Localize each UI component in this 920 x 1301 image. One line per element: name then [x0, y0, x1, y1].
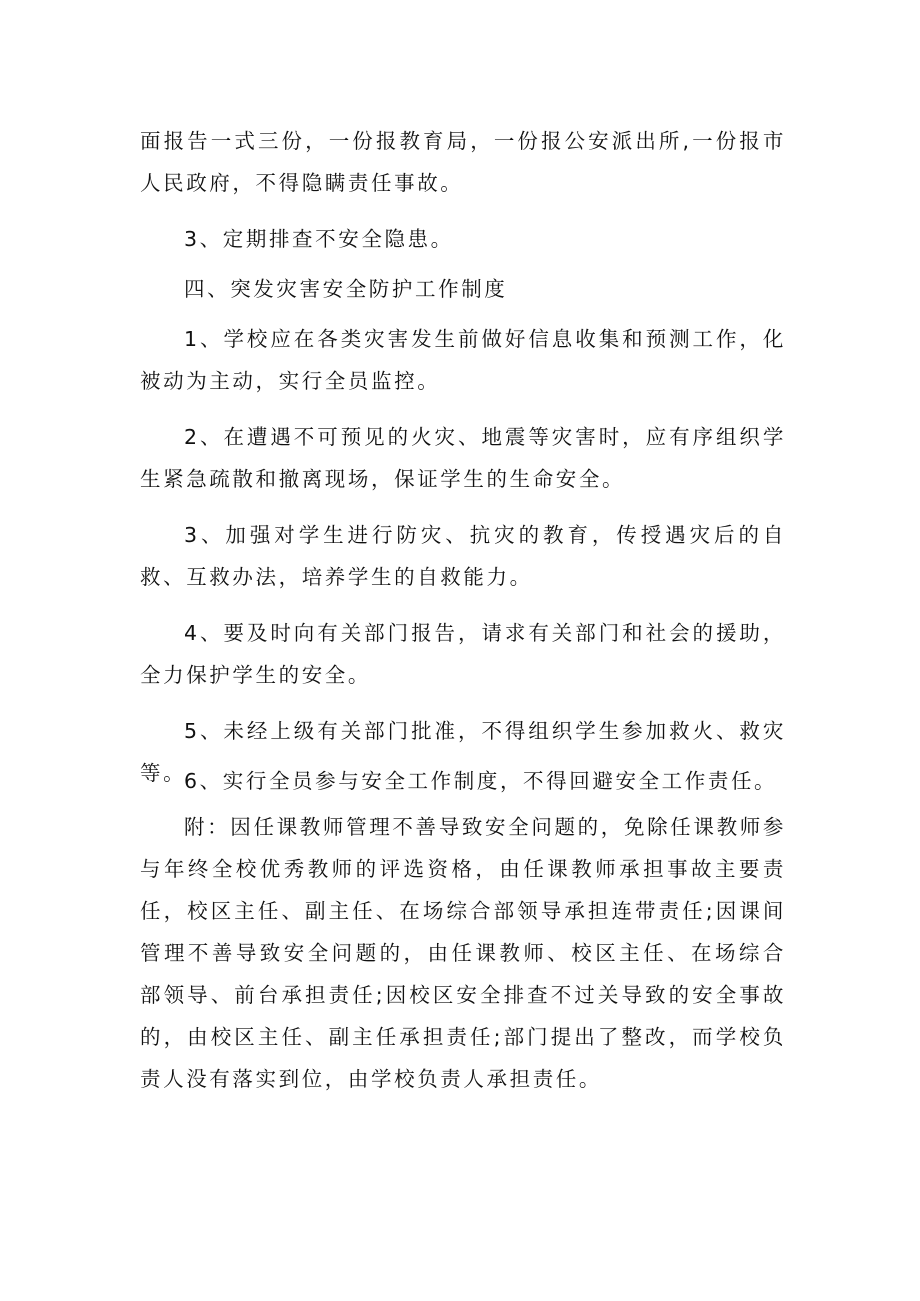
- paragraph-item-3-inspection: 3、定期排查不安全隐患。: [184, 227, 454, 251]
- paragraph-report-continuation: 面报告一式三份，一份报教育局，一份报公安派出所,一份报市人民政府，不得隐瞒责任事故。: [140, 129, 786, 195]
- paragraph-item-2: 2、在遭遇不可预见的火灾、地震等灾害时，应有序组织学生紧急疏散和撤离现场，保证学生的生命安全。: [140, 425, 786, 491]
- paragraph-item-6: 6、实行全员参与安全工作制度，不得回避安全工作责任。: [184, 769, 778, 793]
- section-heading-disaster-protection: 四、突发灾害安全防护工作制度: [184, 277, 508, 301]
- paragraph-item-4: 4、要及时向有关部门报告，请求有关部门和社会的援助，全力保护学生的安全。: [140, 621, 786, 687]
- paragraph-appendix: 附：因任课教师管理不善导致安全问题的，免除任课教师参与年终全校优秀教师的评选资格，由任课教师承担事故主要责任，校区主任、副主任、在场综合部领导承担连带责任;因课间管理不善导致安全问题的，由任课教师、校区主任、在场综合部领导、前台承担责任;因校区安全排查不过关导致的安全事故的，由校区主任、副主任承担责任;部门提出了整改，而学校负责人没有落实到位，由学校负责人承担责任。: [140, 815, 786, 1091]
- paragraph-item-5: 5、未经上级有关部门批准，不得组织学生参加救火、救灾等。: [140, 719, 786, 785]
- paragraph-item-1: 1、学校应在各类灾害发生前做好信息收集和预测工作，化被动为主动，实行全员监控。: [140, 327, 786, 393]
- paragraph-item-3: 3、加强对学生进行防灾、抗灾的教育，传授遇灾后的自救、互救办法，培养学生的自救能力。: [140, 523, 786, 589]
